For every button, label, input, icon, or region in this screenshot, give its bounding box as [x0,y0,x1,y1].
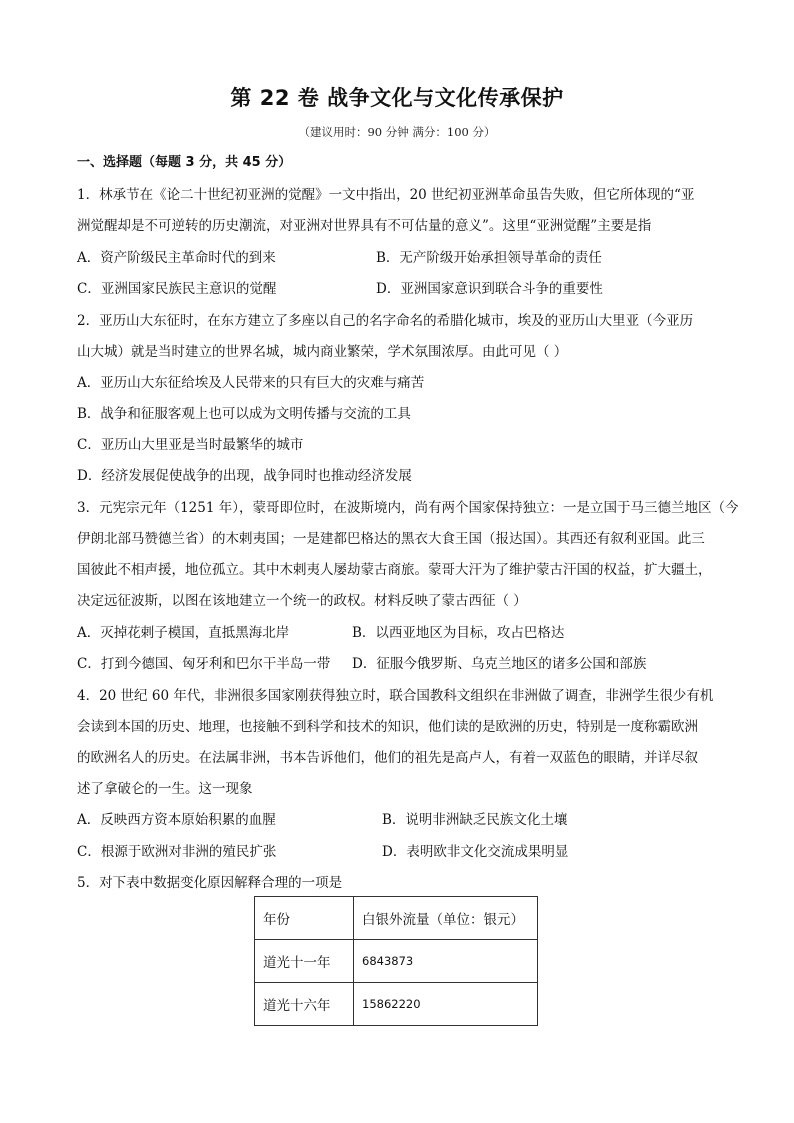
question-3-option-b[interactable]: B．以西亚地区为目标，攻占巴格达 [352,625,565,641]
question-1-option-c[interactable]: C．亚洲国家民族民主意识的觉醒 [77,281,277,297]
question-4-line-2: 会读到本国的历史、地理，也接触不到科学和技术的知识，他们读的是欧洲的历史，特别是一度称霸欧洲 [77,719,698,735]
table-cell: 道光十六年 [255,983,354,1026]
table-header-row [255,897,538,940]
question-4-line-3: 的欧洲名人的历史。在法属非洲，书本告诉他们，他们的祖先是高卢人，有着一双蓝色的眼睛，并详尽叙 [77,750,698,766]
data-table [254,896,538,1026]
question-3-line-4: 决定远征波斯，以图在该地建立一个统一的政权。材料反映了蒙古西征（ ） [77,593,527,609]
question-5-line-1: 5．对下表中数据变化原因解释合理的一项是 [77,875,343,891]
table-cell: 6843873 [354,940,538,983]
section-heading: 一、选择题（每题 3 分，共 45 分） [77,155,292,170]
question-4-line-1: 4．20 世纪 60 年代，非洲很多国家刚获得独立时，联合国教科文组织在非洲做了调查，非洲学生很少有机 [77,688,714,704]
question-3-option-c[interactable]: C．打到今德国、匈牙利和巴尔干半岛一带 [77,656,331,672]
question-1-option-a[interactable]: A．资产阶级民主革命时代的到来 [77,250,276,266]
table-row [255,983,538,1026]
question-2-option-a[interactable]: A．亚历山大东征给埃及人民带来的只有巨大的灾难与痛苦 [77,375,425,391]
table-row [255,940,538,983]
question-4-option-a[interactable]: A．反映西方资本原始积累的血腥 [77,812,276,828]
question-2-option-b[interactable]: B．战争和征服客观上也可以成为文明传播与交流的工具 [77,406,411,422]
question-1-line-1: 1．林承节在《论二十世纪初亚洲的觉醒》一文中指出，20 世纪初亚洲革命虽告失败，但它所体现的“亚 [77,187,695,203]
question-3-option-a[interactable]: A．灭掉花剌子模国，直抵黑海北岸 [77,625,290,641]
question-4-option-d[interactable]: D．表明欧非文化交流成果明显 [382,844,569,860]
question-2-line-1: 2．亚历山大东征时，在东方建立了多座以自己的名字命名的希腊化城市，埃及的亚历山大里亚（今亚历 [77,313,694,329]
question-3-option-d[interactable]: D．征服今俄罗斯、乌克兰地区的诸多公国和部族 [352,656,647,672]
question-2-option-d[interactable]: D．经济发展促使战争的出现，战争同时也推动经济发展 [77,468,412,484]
question-3-line-1: 3．元宪宗元年（1251 年），蒙哥即位时，在波斯境内，尚有两个国家保持独立：一是立国于马三德兰地区（今 [77,500,739,516]
question-1-option-d[interactable]: D．亚洲国家意识到联合斗争的重要性 [376,281,603,297]
question-4-option-c[interactable]: C．根源于欧洲对非洲的殖民扩张 [77,844,277,860]
question-4-line-4: 述了拿破仑的一生。这一现象 [77,781,253,797]
table-header-cell: 白银外流量（单位：银元） [354,897,538,940]
page-subtitle: （建议用时：90 分钟 满分：100 分） [298,125,496,139]
question-2-line-2: 山大城）就是当时建立的世界名城，城内商业繁荣，学术氛围浓厚。由此可见（ ） [77,344,568,360]
page-title: 第 22 卷 战争文化与文化传承保护 [230,86,564,110]
question-1-line-2: 洲觉醒却是不可逆转的历史潮流，对亚洲对世界具有不可估量的意义”。这里“亚洲觉醒”主要是指 [77,218,652,234]
question-1-option-b[interactable]: B．无产阶级开始承担领导革命的责任 [376,250,602,266]
question-3-line-3: 国彼此不相声援，地位孤立。其中木剌夷人屡劫蒙古商旅。蒙哥大汗为了维护蒙古汗国的权益，扩大疆土， [77,562,712,578]
question-2-option-c[interactable]: C．亚历山大里亚是当时最繁华的城市 [77,437,304,453]
table-header-cell: 年份 [255,897,354,940]
question-4-option-b[interactable]: B．说明非洲缺乏民族文化土壤 [382,812,568,828]
question-3-line-2: 伊朗北部马赞德兰省）的木剌夷国；一是建都巴格达的黑衣大食王国（报达国）。其西还有叙利亚国。此三 [77,531,705,547]
table-cell: 道光十一年 [255,940,354,983]
table-cell: 15862220 [354,983,538,1026]
